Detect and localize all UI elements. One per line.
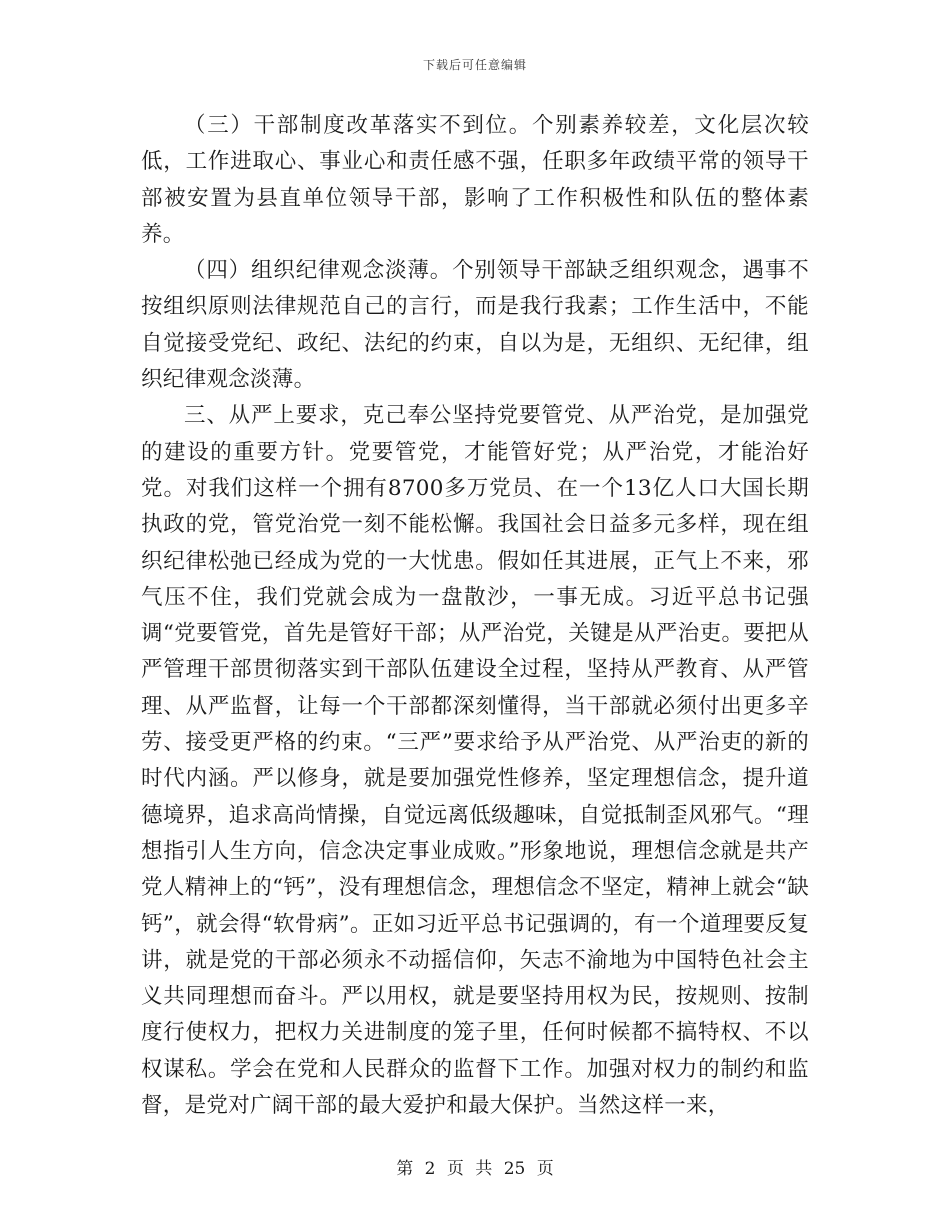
paragraph-section-3: （三）干部制度改革落实不到位。个别素养较差，文化层次较低，工作进取心、事业心和责任感不强，任职多年政绩平常的领导干部被安置为县直单位领导干部，影响了工作积极性和队伍的整体素养。	[141, 113, 809, 247]
document-body	[141, 108, 809, 1124]
paragraph-part-3: 三、从严上要求，克己奉公坚持党要管党、从严治党，是加强党的建设的重要方针。党要管党，才能管好党；从严治党，才能治好党。对我们这样一个拥有8700多万党员、在一个13亿人口大国长期执政的党，管党治党一刻不能松懈。我国社会日益多元多样，现在组织纪律松弛已经成为党的一大忧患。假如任其进展，正气上不来，邪气压不住，我们党就会成为一盘散沙，一事无成。习近平总书记强调“党要管党，首先是管好干部；从严治党，关键是从严治吏。要把从严管理干部贯彻落实到干部队伍建设全过程，坚持从严教育、从严管理、从严监督，让每一个干部都深刻懂得，当干部就必须付出更多辛劳、接受更严格的约束。“三严”要求给予从严治党、从严治吏的新的时代内涵。严以修身，就是要加强党性修养，坚定理想信念，提升道德境界，追求高尚情操，自觉远离低级趣味，自觉抵制歪风邪气。“理想指引人生方向，信念决定事业成败。”形象地说，理想信念就是共产党人精神上的“钙”，没有理想信念，理想信念不坚定，精神上就会“缺钙”，就会得“软骨病”。正如习近平总书记强调的，有一个道理要反复讲，就是党的干部必须永不动摇信仰，矢志不渝地为中国特色社会主义共同理想而奋斗。严以用权，就是要坚持用权为民，按规则、按制度行使权力，把权力关进制度的笼子里，任何时候都不搞特权、不以权谋私。学会在党和人民群众的监督下工作。加强对权力的制约和监督，是党对广阔干部的最大爱护和最大保护。当然这样一来，	[141, 403, 809, 1119]
paragraph-section-4: （四）组织纪律观念淡薄。个别领导干部缺乏组织观念，遇事不按组织原则法律规范自己的言行，而是我行我素；工作生活中，不能自觉接受党纪、政纪、法纪的约束，自以为是，无组织、无纪律，组织纪律观念淡薄。	[141, 258, 809, 393]
page-header: 下载后可任意编辑	[422, 58, 527, 72]
page-number-footer: 第 2 页 共 25 页	[396, 1159, 554, 1179]
